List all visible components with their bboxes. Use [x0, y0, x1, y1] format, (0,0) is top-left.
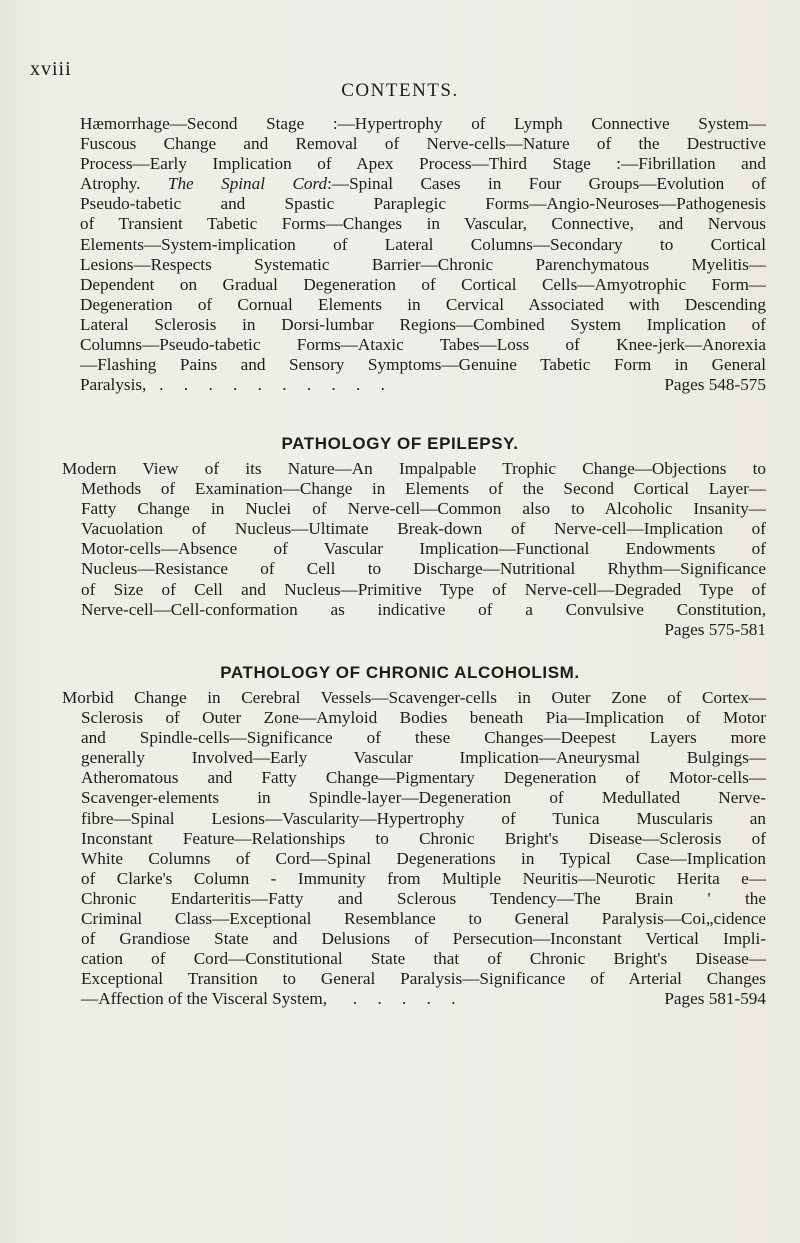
- dot-leader: . . . . .: [352, 989, 464, 1009]
- text-line: Hæmorrhage—Second Stage :—Hypertrophy of Lymph Connective System—: [80, 114, 766, 133]
- text-line: Sclerosis of Outer Zone—Amyloid Bodies beneath Pia—Implication of Motor: [81, 708, 766, 728]
- text-line: Vacuolation of Nucleus—Ultimate Break-down of Nerve-cell—Implication of: [81, 519, 766, 539]
- text-line: Fuscous Change and Removal of Nerve-cells—Nature of the Destructive: [80, 134, 766, 154]
- text-line-last: Paralysis, . . . . . . . . . . Pages 548-575: [80, 375, 766, 395]
- text-line: Scavenger-elements in Spindle-layer—Degeneration of Medullated Nerve-: [81, 788, 766, 808]
- text-line: Motor-cells—Absence of Vascular Implication—Functional Endowments of: [81, 539, 766, 559]
- text-line: and Spindle-cells—Significance of these Changes—Deepest Layers more: [81, 728, 766, 748]
- text-line: generally Involved—Early Vascular Implication—Aneurysmal Bulgings—: [81, 748, 766, 768]
- text-line: Modern View of its Nature—An Impalpable Trophic Change—Objections to: [62, 459, 766, 478]
- page-range: Pages 581-594: [664, 989, 766, 1009]
- dot-leader: . . . . . . . . . .: [159, 375, 393, 395]
- section-alcoholism: [62, 688, 766, 1010]
- section-epilepsy: [62, 459, 766, 640]
- text-line: Pseudo-tabetic and Spastic Paraplegic Forms—Angio-Neuroses—Pathogenesis: [80, 194, 766, 214]
- text-line: of Size of Cell and Nucleus—Primitive Type of Nerve-cell—Degraded Type of: [81, 579, 766, 599]
- text-line: Degeneration of Cornual Elements in Cervical Associated with Descending: [80, 294, 766, 314]
- text-line: Fatty Change in Nuclei of Nerve-cell—Common also to Alcoholic Insanity—: [81, 499, 766, 519]
- text-line: of Grandiose State and Delusions of Persecution—Inconstant Vertical Impli-: [81, 929, 766, 949]
- text-line: Methods of Examination—Change in Elements of the Second Cortical Layer—: [81, 479, 766, 499]
- text-line: Lateral Sclerosis in Dorsi-lumbar Regions—Combined System Implication of: [80, 314, 766, 334]
- section-spinal-cord: [80, 114, 766, 395]
- text-line: Exceptional Transition to General Paralysis—Significance of Arterial Changes: [81, 969, 766, 989]
- text-line: of Transient Tabetic Forms—Changes in Vascular, Connective, and Nervous: [80, 214, 766, 234]
- text-line: Criminal Class—Exceptional Resemblance to General Paralysis—Coi„cidence: [81, 909, 766, 929]
- text-line: Atheromatous and Fatty Change—Pigmentary Degeneration of Motor-cells—: [81, 768, 766, 788]
- text-line: cation of Cord—Constitutional State that of Chronic Bright's Disease—: [81, 949, 766, 969]
- text-line: Process—Early Implication of Apex Process—Third Stage :—Fibrillation and: [80, 154, 766, 174]
- text-line: Chronic Endarteritis—Fatty and Sclerous Tendency—The Brain ' the: [81, 888, 766, 908]
- page-range: Pages 548-575: [664, 375, 766, 395]
- running-head: CONTENTS.: [341, 80, 459, 101]
- text-line: —Flashing Pains and Sensory Symptoms—Genuine Tabetic Form in General: [80, 355, 766, 375]
- text-line: Nerve-cell—Cell-conformation as indicative of a Convulsive Constitution,: [81, 599, 766, 619]
- text-line-italic: Atrophy. The Spinal Cord:—Spinal Cases in Four Groups—Evolution of: [80, 174, 766, 194]
- page-range: Pages 575-581: [664, 619, 766, 639]
- text-line: Dependent on Gradual Degeneration of Cortical Cells—Amyotrophic Form—: [80, 274, 766, 294]
- text-line-last: —Affection of the Visceral System, . . . . . Pages 581-594: [81, 989, 766, 1009]
- text-line: White Columns of Cord—Spinal Degenerations in Typical Case—Implication: [81, 848, 766, 868]
- text-line: Nucleus—Resistance of Cell to Discharge—Nutritional Rhythm—Significance: [81, 559, 766, 579]
- text-line: Lesions—Respects Systematic Barrier—Chronic Parenchymatous Myelitis—: [80, 254, 766, 274]
- text-line: Inconstant Feature—Relationships to Chronic Bright's Disease—Sclerosis of: [81, 828, 766, 848]
- section-heading-epilepsy: PATHOLOGY OF EPILEPSY.: [281, 434, 519, 453]
- page-number: xviii: [30, 58, 72, 80]
- text-line: Elements—System-implication of Lateral Columns—Secondary to Cortical: [80, 234, 766, 254]
- text-line: Columns—Pseudo-tabetic Forms—Ataxic Tabes—Loss of Knee-jerk—Anorexia: [80, 335, 766, 355]
- text-line: of Clarke's Column - Immunity from Multiple Neuritis—Neurotic Herita e—: [81, 868, 766, 888]
- section-heading-alcoholism: PATHOLOGY OF CHRONIC ALCOHOLISM.: [220, 663, 580, 682]
- text-line: Morbid Change in Cerebral Vessels—Scavenger-cells in Outer Zone of Cortex—: [62, 688, 766, 707]
- text-line: fibre—Spinal Lesions—Vascularity—Hypertrophy of Tunica Muscularis an: [81, 808, 766, 828]
- italic-phrase: The Spinal Cord: [167, 174, 328, 194]
